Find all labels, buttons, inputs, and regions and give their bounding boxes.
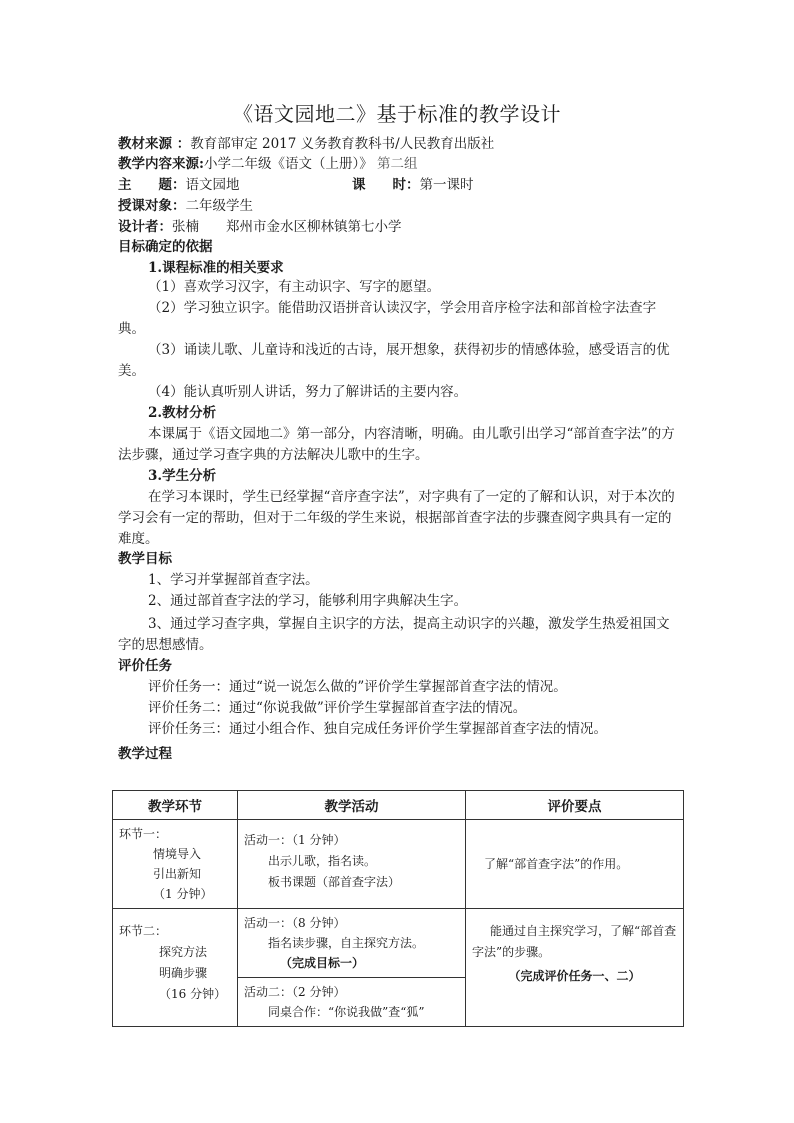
audience-line [118,196,253,216]
material-text: 本课属于《语文园地二》第一部分，内容清晰，明确。由儿歌引出学习“部首查字法”的方法步骤，通过学习查字典的方法解决儿歌中的生字。 [118,426,675,463]
activity-sub [238,977,465,1026]
stage-line: 情境导入 [153,847,202,861]
stage-title: 环节二： [119,924,168,938]
tasks-heading: 评价任务 [118,658,172,674]
table-row [113,909,684,1027]
task-item: 评价任务一：通过“说一说怎么做的”评价学生掌握部首查字法的情况。 [148,679,567,695]
period-label: 课 时： [352,177,420,193]
standard-item: （1）喜欢学习汉字，有主动识字、写字的愿望。 [148,279,441,295]
standards-heading: 1.课程标准的相关要求 [148,260,284,276]
activity-line: 出示儿歌，指名读。 [268,854,377,868]
audience-value: 二年级学生 [185,198,253,214]
process-heading: 教学过程 [118,746,172,762]
period-line [352,175,474,195]
goals-heading: 教学目标 [118,551,172,567]
student-text: 在学习本课时，学生已经掌握“音序查字法”，对字典有了一定的了解和认识，对于本次的学习会有一定的帮助，但对于二年级的学生来说，根据部首查字法的步骤查阅字典具有一定的难度。 [118,489,675,547]
evaluation-cell [466,820,684,909]
audience-label: 授课对象： [118,198,186,214]
designer-line [118,217,402,237]
source-value: 教育部审定 2017 义务教育教科书/人民教育出版社 [190,136,495,152]
activity-line: 指名读步骤，自主探究方法。 [268,936,425,950]
header-evaluation: 评价要点 [466,791,684,820]
activity-title: 活动一：（8 分钟） [244,916,346,930]
evaluation-cell [466,909,684,1027]
goal-item: 1、学习并掌握部首查字法。 [148,572,319,588]
stage-cell [113,909,238,1027]
goal-item: 2、通过部首查字法的学习，能够利用字典解决生字。 [148,593,468,609]
evaluation-note: （完成评价任务一、二） [508,969,641,983]
content-value: 小学二年级《语文（上册）》 [203,156,373,172]
activity-title: 活动二：（2 分钟） [244,985,346,999]
designer-value: 张楠 郑州市金水区柳林镇第七小学 [172,219,402,235]
document-title: 《语文园地二》基于标准的教学设计 [233,102,561,126]
stage-line: 引出新知 [153,867,202,881]
goal-item: 3、通过学习查字典，掌握自主识字的方法，提高主动识字的兴趣，激发学生热爱祖国文字的思想感情。 [118,616,670,653]
task-item: 评价任务二：通过“你说我做”评价学生掌握部首查字法的情况。 [148,700,527,716]
content-line [118,154,418,174]
table-header-row [113,791,684,820]
standard-item: （3）诵读儿歌、儿童诗和浅近的古诗，展开想象，获得初步的情感体验，感受语言的优美。 [118,342,670,379]
student-heading: 3.学生分析 [148,468,217,484]
task-item: 评价任务三：通过小组合作、独自完成任务评价学生掌握部首查字法的情况。 [148,721,607,737]
stage-cell [113,820,238,909]
activity-goal: （完成目标一） [280,956,365,970]
activity-cell [238,909,466,1027]
content-label: 教学内容来源: [118,156,204,172]
stage-line: 明确步骤 [159,966,208,980]
standard-item: （4）能认真听别人讲话，努力了解讲话的主要内容。 [148,384,468,400]
table-row [113,820,684,909]
topic-line [118,175,240,195]
header-stage: 教学环节 [113,791,238,820]
activity-cell [238,820,466,909]
evaluation-text: 能通过自主探究学习，了解“部首查字法”的步骤。 [472,924,677,959]
source-label: 教材来源 ： [118,136,191,152]
stage-duration: （16 分钟） [159,987,227,1001]
activity-line: 同桌合作：“你说我做”查“狐” [268,1005,425,1019]
process-table [112,790,684,1027]
stage-duration: （1 分钟） [153,887,213,901]
standard-item: （2）学习独立识字。能借助汉语拼音认读汉字，学会用音序检字法和部首检字法查字典。 [118,300,657,337]
source-line [118,134,494,154]
evaluation-text: 了解“部首查字法”的作用。 [484,856,629,871]
stage-line: 探究方法 [159,945,208,959]
header-activity: 教学活动 [238,791,466,820]
material-heading: 2.教材分析 [148,405,217,421]
topic-label: 主 题： [118,177,186,193]
basis-heading: 目标确定的依据 [118,239,213,255]
topic-value: 语文园地 [185,177,240,193]
period-value: 第一课时 [419,177,474,193]
content-group: 第二组 [377,156,418,172]
designer-label: 设计者： [118,219,172,235]
activity-title: 活动一：（1 分钟） [244,833,346,847]
stage-title: 环节一： [119,827,168,841]
activity-line: 板书课题（部首查字法） [268,875,401,889]
